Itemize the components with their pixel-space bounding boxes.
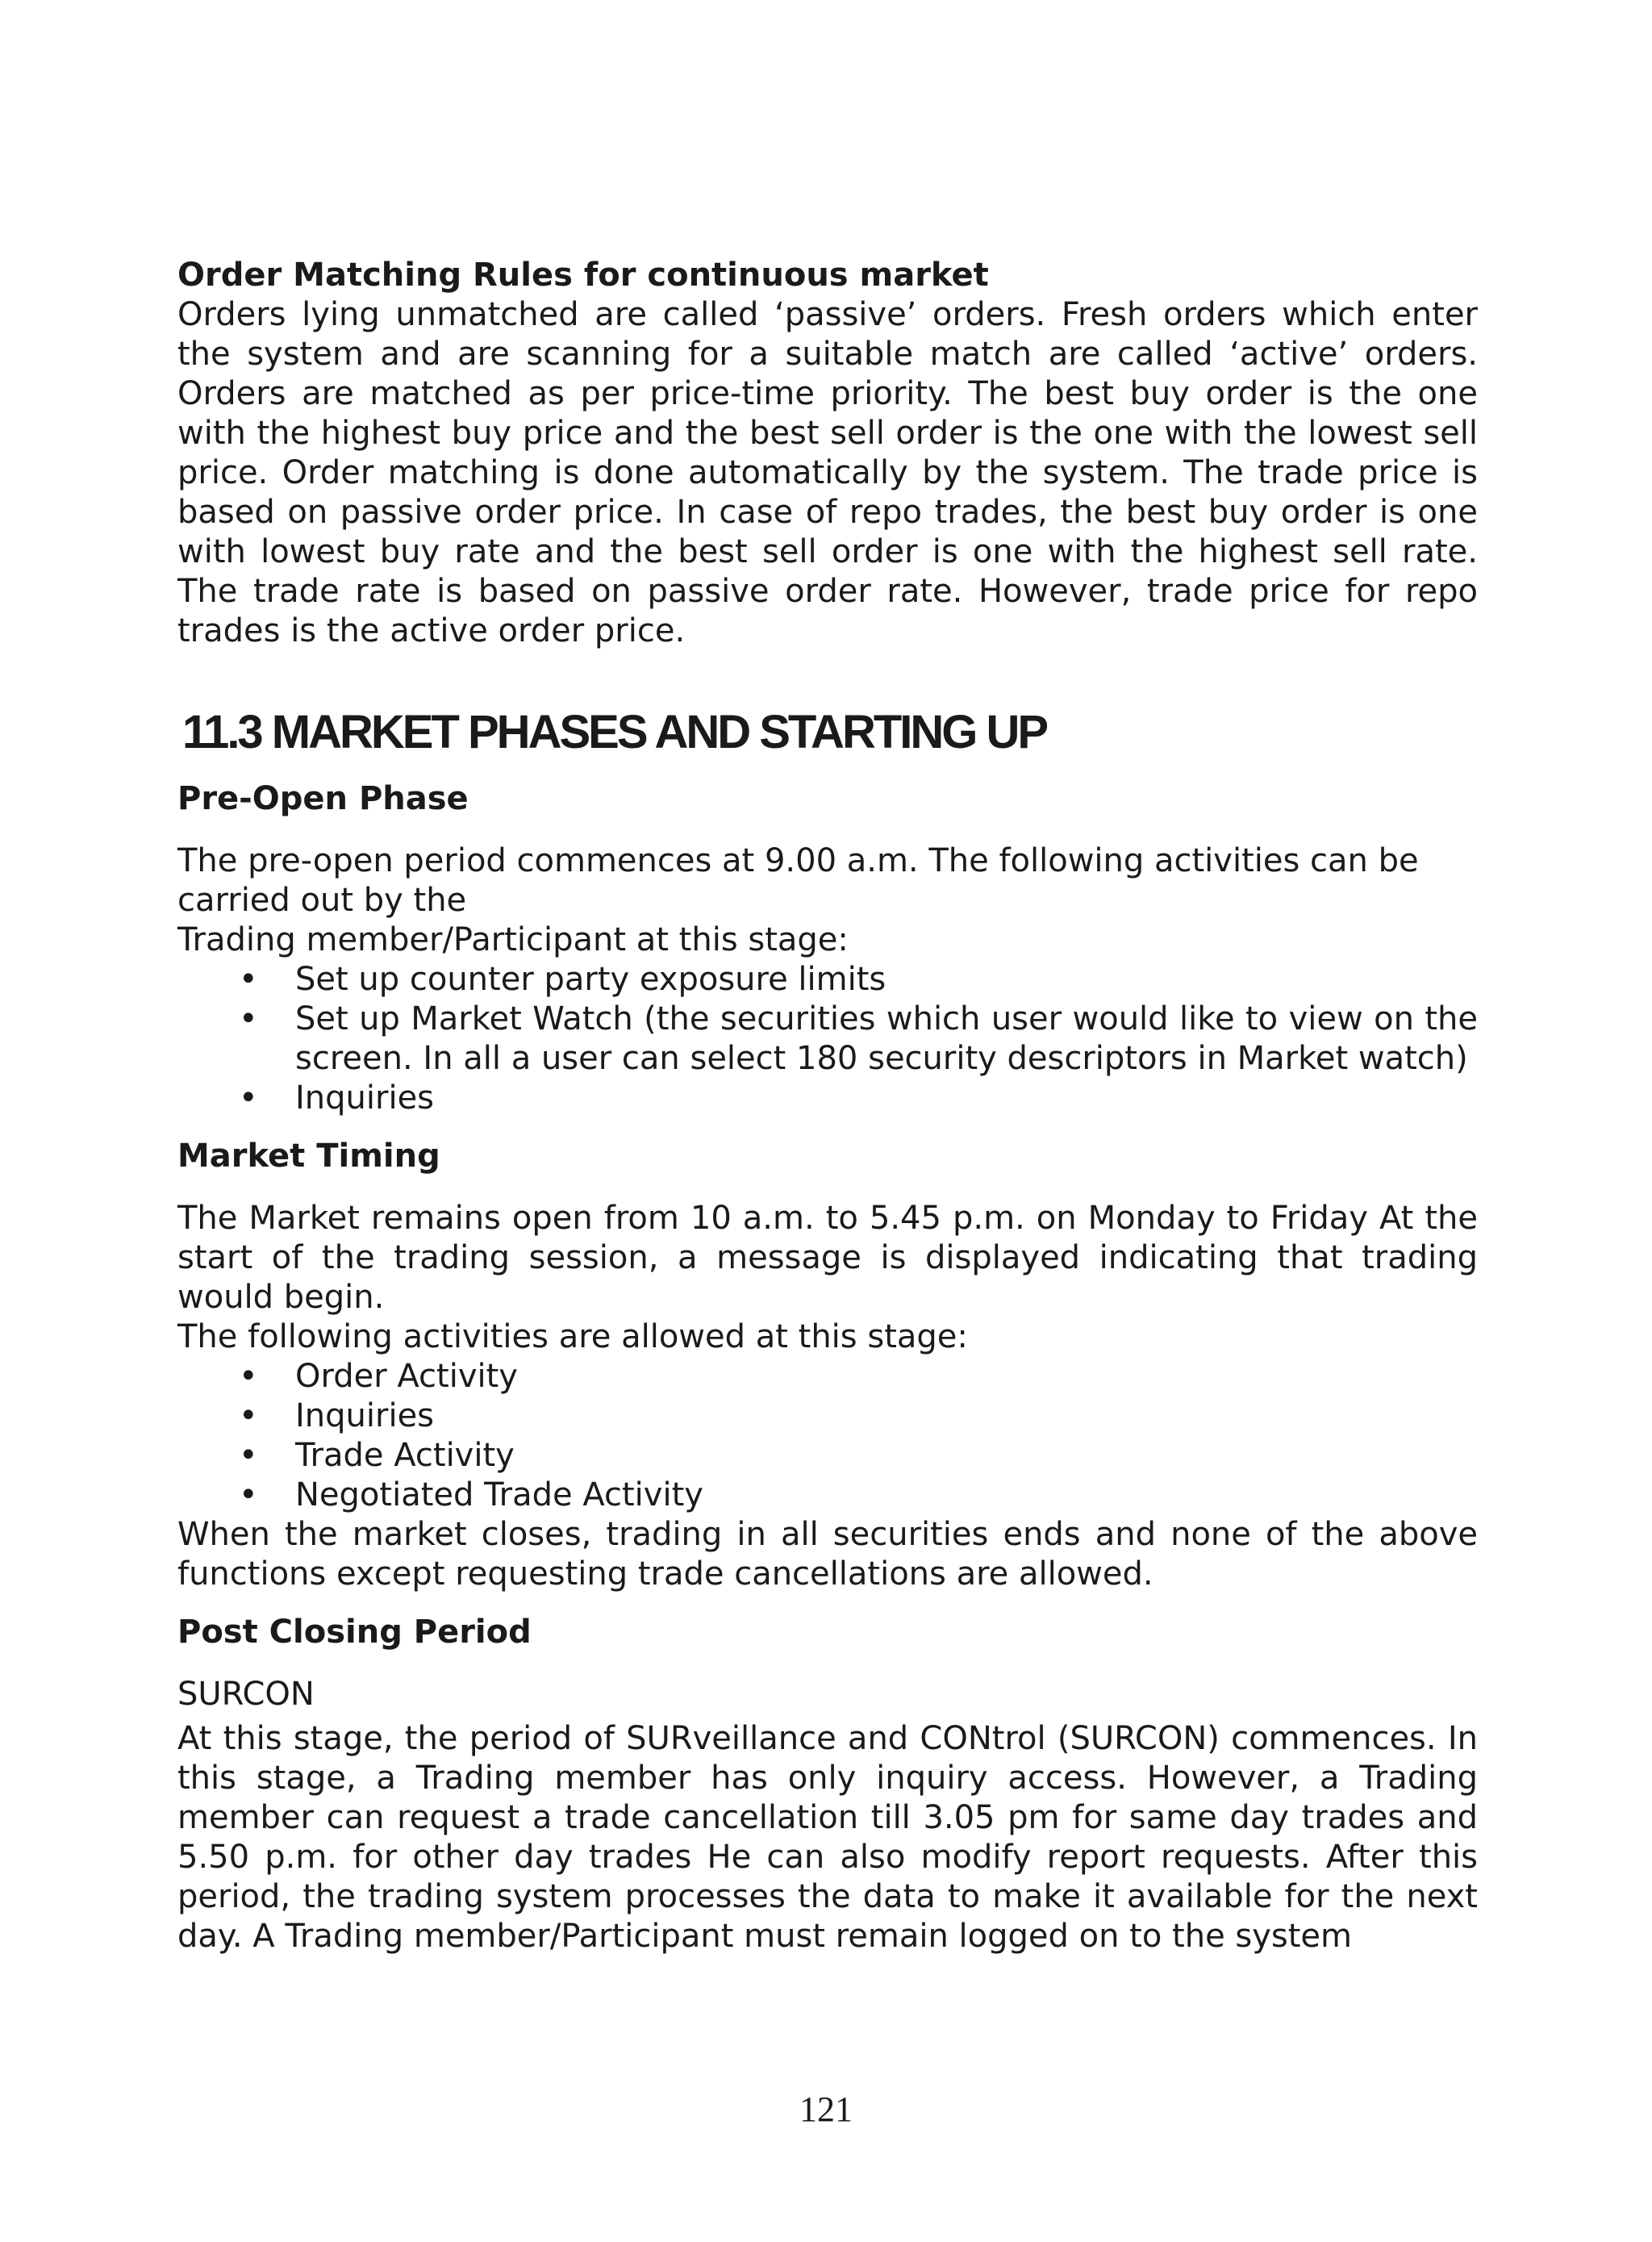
list-item — [239, 960, 1478, 1000]
list-item — [239, 1079, 1478, 1118]
bullet-icon: • — [239, 1079, 258, 1117]
bullet-icon: • — [239, 1437, 258, 1474]
list-item-text: Inquiries — [295, 1079, 435, 1117]
order-matching-paragraph: Orders lying unmatched are called ‘passive’ orders. Fresh orders which enter the system and are scanning for a suitable match are called ‘active’ orders. Orders are matched as per price-time priority. The best buy order is the one with the highest buy price and the best sell order is the one with the lowest sell price. Order matching is done automatically by the system. The trade price is based on passive order price. In case of repo trades, the best buy order is one with lowest buy rate and the best sell order is one with the highest sell rate. The trade rate is based on passive order rate. However, trade price for repo trades is the active order price. — [177, 296, 1478, 649]
pre-open-line-2: Trading member/Participant at this stage: — [177, 921, 849, 958]
bullet-icon: • — [239, 1476, 258, 1513]
section-title: 11.3 MARKET PHASES AND STARTING UP — [182, 706, 1047, 758]
post-closing-paragraph: At this stage, the period of SURveillance and CONtrol (SURCON) commences. In this stage, a Trading member has only inquiry access. However, a Trading member can request a trade cancellation till 3.05 pm for same day trades and 5.50 p.m. for other day trades He can also modify report requests. After this period, the trading system processes the data to make it available for the next day. A Trading member/Participant must remain logged on to the system — [177, 1720, 1478, 1955]
bullet-icon: • — [239, 961, 258, 998]
market-closing-paragraph: When the market closes, trading in all securities ends and none of the above functions except requesting trade cancellations are allowed. — [177, 1516, 1478, 1593]
post-closing-heading: Post Closing Period — [177, 1614, 532, 1651]
list-item — [239, 1000, 1478, 1079]
surcon-label: SURCON — [177, 1676, 315, 1713]
market-timing-paragraph: The Market remains open from 10 a.m. to 5.45 p.m. on Monday to Friday At the start of the trading session, a message is displayed indicating that trading would begin. — [177, 1200, 1478, 1316]
bullet-icon: • — [239, 1358, 258, 1395]
list-item — [239, 1357, 1478, 1397]
bullet-icon: • — [239, 1397, 258, 1434]
page-number: 121 — [799, 2090, 853, 2129]
market-timing-list — [177, 1357, 1478, 1515]
list-item-text: Order Activity — [295, 1358, 518, 1395]
document-page — [177, 255, 1478, 1956]
pre-open-line-1: The pre-open period commences at 9.00 a.m. The following activities can be carried out by the — [177, 842, 1419, 919]
list-item-text: Inquiries — [295, 1397, 435, 1434]
pre-open-heading: Pre-Open Phase — [177, 780, 469, 817]
market-timing-heading: Market Timing — [177, 1138, 440, 1175]
list-item — [239, 1476, 1478, 1515]
bullet-icon: • — [239, 1000, 258, 1037]
market-timing-intro: The following activities are allowed at this stage: — [177, 1318, 968, 1355]
list-item-text: Negotiated Trade Activity — [295, 1476, 703, 1513]
order-matching-heading: Order Matching Rules for continuous market — [177, 257, 989, 294]
list-item-text: Trade Activity — [295, 1437, 515, 1474]
list-item-text: Set up Market Watch (the securities which user would like to view on the screen. In all a user can select 180 security descriptors in Market watch) — [295, 1000, 1478, 1077]
list-item — [239, 1397, 1478, 1436]
list-item-text: Set up counter party exposure limits — [295, 961, 886, 998]
list-item — [239, 1436, 1478, 1476]
pre-open-list — [177, 960, 1478, 1118]
